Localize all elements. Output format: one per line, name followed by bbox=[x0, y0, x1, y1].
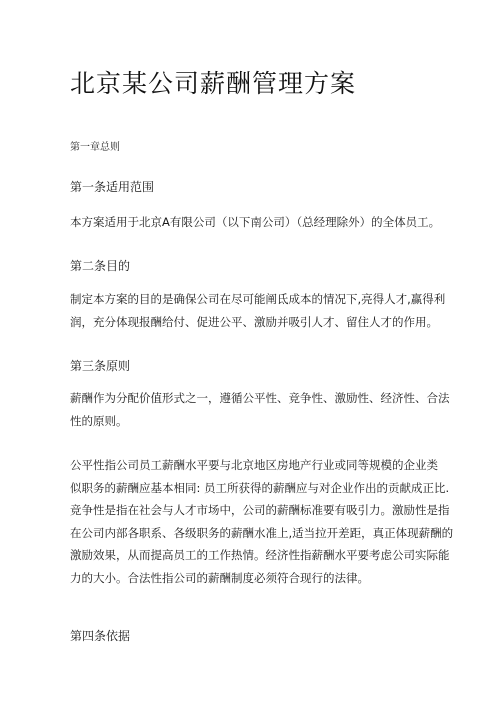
paragraph-line: 公平性指公司员工薪酬水平要与北京地区房地产行业或同等规模的企业类 bbox=[70, 458, 438, 472]
paragraph-line: 润，充分体现报酬给付、促进公平、激励并吸引人才、留住人才的作用。 bbox=[70, 314, 438, 329]
paragraph-line: 薪酬作为分配价值形式之一，遵循公平性、竞争性、激励性、经济性、合法 bbox=[70, 391, 450, 405]
paragraph-line: 性的原则。 bbox=[70, 413, 128, 428]
paragraph-line: 力的大小。合法性指公司的薪酬制度必须符合现行的法律。 bbox=[70, 570, 369, 585]
section-heading-purpose: 第二条目的 bbox=[70, 259, 131, 273]
section-heading-basis: 第四条依据 bbox=[70, 629, 131, 643]
paragraph-line: 在公司内部各职系、各级职务的薪酬水准上,适当拉开差距，真正体现薪酬的 bbox=[70, 525, 454, 540]
section-heading-principle: 第三条原则 bbox=[70, 359, 131, 373]
section-paragraph-scope bbox=[70, 211, 441, 234]
paragraph-line: 似职务的薪酬应基本相同: 员工所获得的薪酬应与对企业作出的贡献成正比. bbox=[70, 480, 450, 495]
section-paragraph-principle-detail bbox=[70, 454, 454, 589]
paragraph-line: 激励效果，从而提高员工的工作热情。经济性指薪酬水平要考虑公司实际能 bbox=[70, 548, 450, 562]
paragraph-line: 竞争性是指在社会与人才市场中，公司的薪酬标准要有吸引力。激励性是指 bbox=[70, 503, 450, 517]
section-paragraph-purpose bbox=[70, 288, 446, 333]
paragraph-line: 制定本方案的目的是确保公司在尽可能阐氐成本的情况下,亮得人才,赢得利 bbox=[70, 292, 446, 306]
section-heading-scope: 第一条适用范围 bbox=[70, 180, 155, 194]
section-paragraph-principle bbox=[70, 387, 450, 432]
chapter-heading: 第一章总则 bbox=[70, 142, 120, 153]
paragraph-line: 本方案适用于北京A有限公司（以下南公司）（总经理除外）的全体员工。 bbox=[70, 215, 441, 229]
document-title: 北京某公司薪酬管理方案 bbox=[70, 69, 357, 98]
